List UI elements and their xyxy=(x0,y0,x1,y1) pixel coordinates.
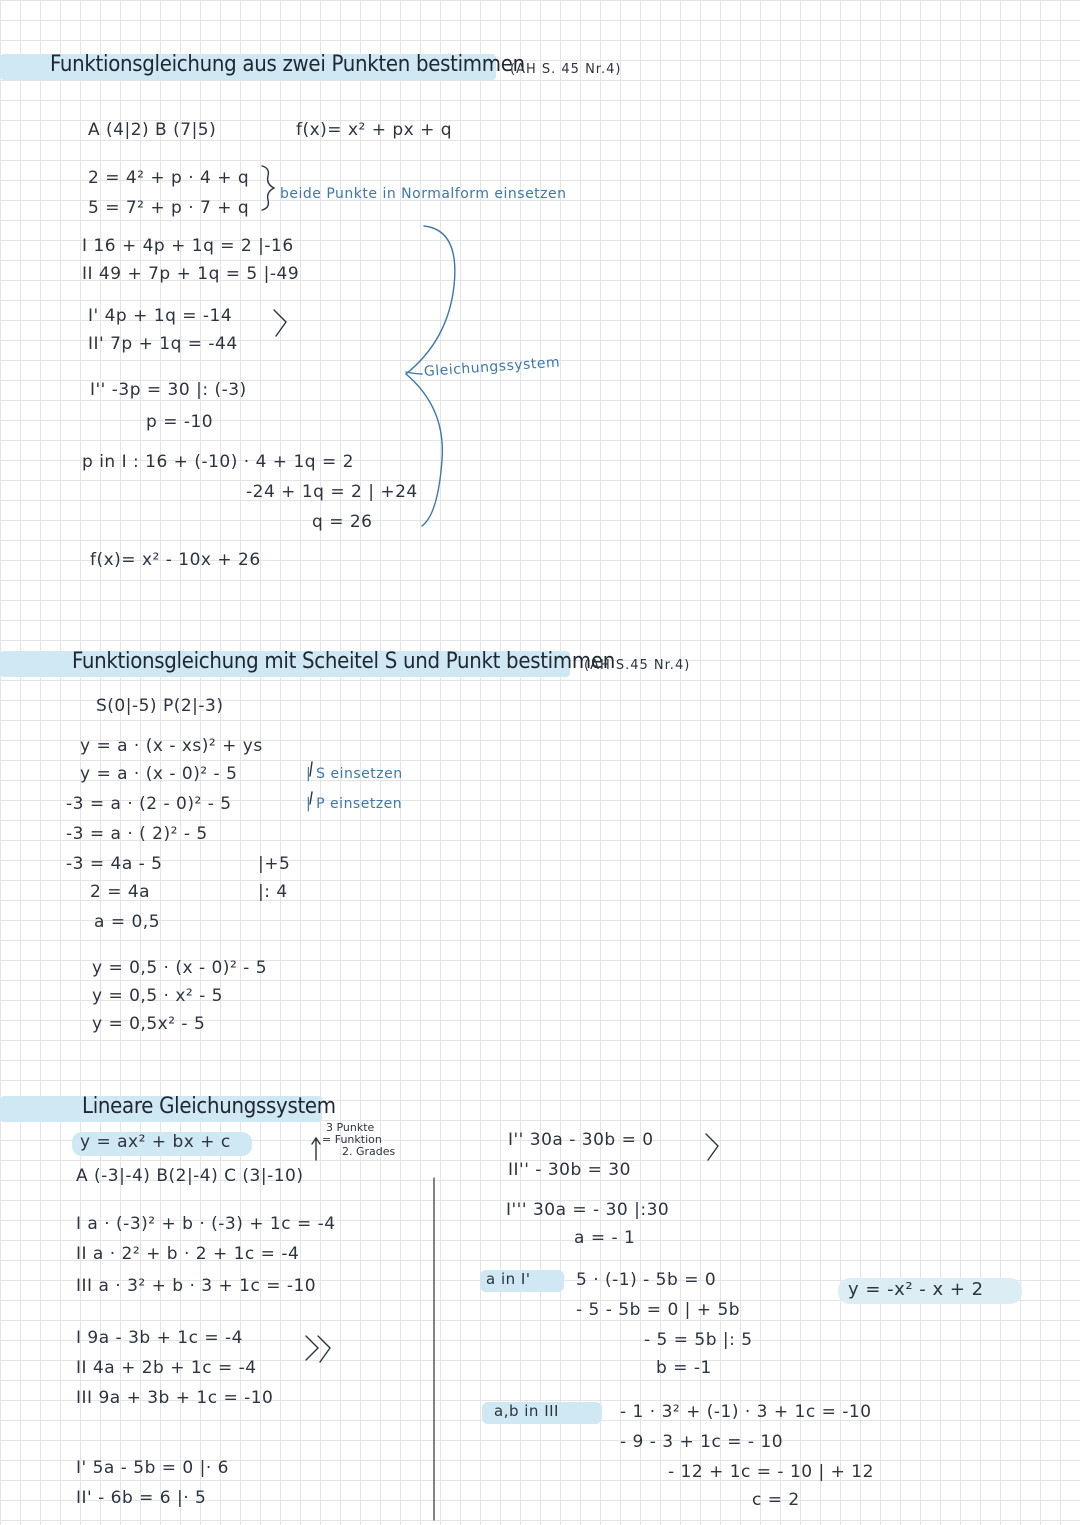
s3-right-6: - 5 - 5b = 0 | + 5b xyxy=(576,1300,741,1320)
s1-note-system: Gleichungssystem xyxy=(423,354,561,380)
s3-right-11: - 12 + 1c = - 10 | + 12 xyxy=(668,1462,874,1482)
s2-line-3: -3 = a · (2 - 0)² - 5 xyxy=(66,794,232,814)
s1-line-5: I' 4p + 1q = -14 xyxy=(88,306,233,326)
s1-line-9: p in I : 16 + (-10) · 4 + 1q = 2 xyxy=(82,452,354,472)
s1-line-4: II 49 + 7p + 1q = 5 |-49 xyxy=(82,264,300,284)
s2-line-2: y = a · (x - 0)² - 5 xyxy=(80,764,238,784)
s3-line-4: I 9a - 3b + 1c = -4 xyxy=(76,1328,243,1348)
s3-right-5: 5 · (-1) - 5b = 0 xyxy=(576,1270,717,1290)
s3-side-note-2: = Funktion xyxy=(322,1133,382,1146)
s3-label-ab-in-iii: a,b in III xyxy=(494,1402,559,1420)
s2-note-p: | P einsetzen xyxy=(306,796,403,812)
section2-title: Funktionsgleichung mit Scheitel S und Punkt bestimmen xyxy=(72,649,615,674)
s3-right-10: - 9 - 3 + 1c = - 10 xyxy=(620,1432,784,1452)
s2-points: S(0|-5) P(2|-3) xyxy=(96,696,224,716)
s2-note-s: | S einsetzen xyxy=(306,766,403,782)
s3-line-5: II 4a + 2b + 1c = -4 xyxy=(76,1358,257,1378)
s2-line-5: -3 = 4a - 5 xyxy=(66,854,163,874)
s2-result-1: y = 0,5 · (x - 0)² - 5 xyxy=(92,958,268,978)
section1-reference: (AH S. 45 Nr.4) xyxy=(510,62,622,77)
s3-right-4: a = - 1 xyxy=(574,1228,636,1248)
s1-note-insert: beide Punkte in Normalform einsetzen xyxy=(280,186,567,202)
s1-result: f(x)= x² - 10x + 26 xyxy=(90,550,261,570)
s3-line-7: I' 5a - 5b = 0 |· 6 xyxy=(76,1458,229,1478)
s1-line-11: q = 26 xyxy=(312,512,373,532)
s3-line-1: I a · (-3)² + b · (-3) + 1c = -4 xyxy=(76,1214,336,1234)
s1-line-10: -24 + 1q = 2 | +24 xyxy=(246,482,418,502)
s2-line-6: 2 = 4a xyxy=(90,882,151,902)
s1-points: A (4|2) B (7|5) xyxy=(88,120,217,140)
s3-general-form: y = ax² + bx + c xyxy=(80,1132,231,1152)
s1-line-8: p = -10 xyxy=(146,412,214,432)
s3-right-3: I''' 30a = - 30 |:30 xyxy=(506,1200,670,1220)
s2-line-1: y = a · (x - xs)² + ys xyxy=(80,736,263,756)
s3-right-7: - 5 = 5b |: 5 xyxy=(644,1330,753,1350)
s2-line-6-op: |: 4 xyxy=(258,882,288,902)
s1-line-3: I 16 + 4p + 1q = 2 |-16 xyxy=(82,236,294,256)
section1-title: Funktionsgleichung aus zwei Punkten bestimmen xyxy=(50,52,525,77)
s3-line-8: II' - 6b = 6 |· 5 xyxy=(76,1488,207,1508)
s3-line-2: II a · 2² + b · 2 + 1c = -4 xyxy=(76,1244,300,1264)
s3-right-12: c = 2 xyxy=(752,1490,800,1510)
s1-line-6: II' 7p + 1q = -44 xyxy=(88,334,238,354)
s3-side-note-3: 2. Grades xyxy=(342,1145,396,1158)
s3-side-note-1: 3 Punkte xyxy=(326,1121,375,1134)
s3-line-6: III 9a + 3b + 1c = -10 xyxy=(76,1388,274,1408)
s1-line-7: I'' -3p = 30 |: (-3) xyxy=(90,380,247,400)
s2-line-4: -3 = a · ( 2)² - 5 xyxy=(66,824,208,844)
s1-line-1: 2 = 4² + p · 4 + q xyxy=(88,168,250,188)
s3-final-result: y = -x² - x + 2 xyxy=(848,1279,984,1300)
s2-result-3: y = 0,5x² - 5 xyxy=(92,1014,206,1034)
s3-right-2: II'' - 30b = 30 xyxy=(508,1160,631,1180)
s3-right-9: - 1 · 3² + (-1) · 3 + 1c = -10 xyxy=(620,1402,872,1422)
s3-line-3: III a · 3² + b · 3 + 1c = -10 xyxy=(76,1276,317,1296)
section2-reference: (AH S.45 Nr.4) xyxy=(584,658,691,673)
section3-title: Lineare Gleichungssystem xyxy=(82,1094,336,1119)
s2-result-2: y = 0,5 · x² - 5 xyxy=(92,986,223,1006)
s3-right-1: I'' 30a - 30b = 0 xyxy=(508,1130,654,1150)
s3-right-8: b = -1 xyxy=(656,1358,712,1378)
s1-line-2: 5 = 7² + p · 7 + q xyxy=(88,198,250,218)
s2-line-7: a = 0,5 xyxy=(94,912,161,932)
s3-points: A (-3|-4) B(2|-4) C (3|-10) xyxy=(76,1166,304,1186)
s2-line-5-op: |+5 xyxy=(258,854,291,874)
s1-normal-form: f(x)= x² + px + q xyxy=(296,120,453,140)
s3-label-a-in-i: a in I' xyxy=(486,1270,531,1288)
